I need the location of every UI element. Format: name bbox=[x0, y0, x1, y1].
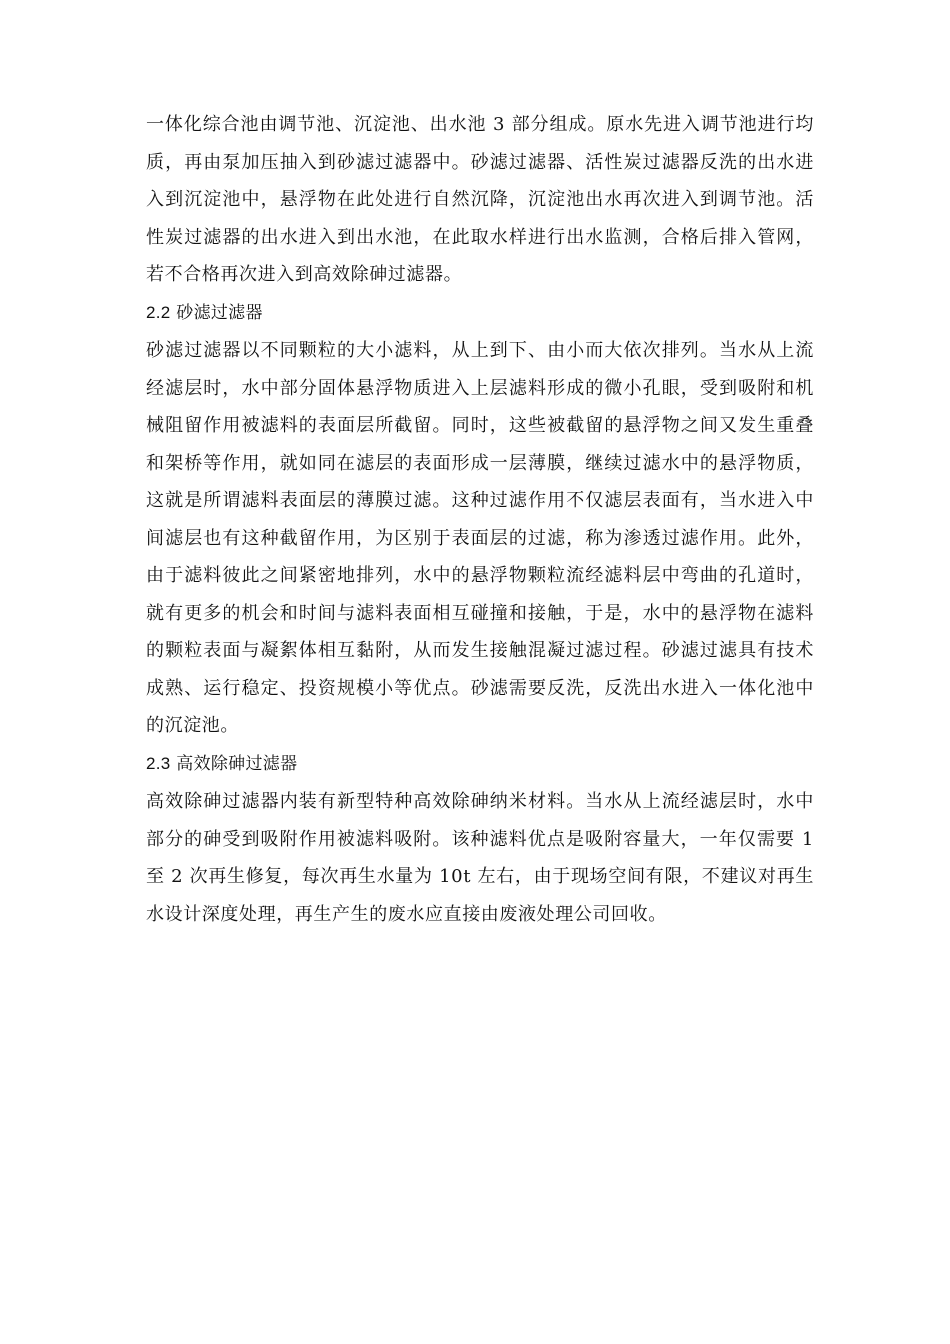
sand-filter-paragraph: 砂滤过滤器以不同颗粒的大小滤料，从上到下、由小而大依次排列。当水从上流经滤层时，水中部分固体悬浮物质进入上层滤料形成的微小孔眼，受到吸附和机械阻留作用被滤料的表面层所截留。同时，这些被截留的悬浮物之间又发生重叠和架桥等作用，就如同在滤层的表面形成一层薄膜，继续过滤水中的悬浮物质，这就是所谓滤料表面层的薄膜过滤。这种过滤作用不仅滤层表面有，当水进入中间滤层也有这种截留作用，为区别于表面层的过滤，称为渗透过滤作用。此外，由于滤料彼此之间紧密地排列，水中的悬浮物颗粒流经滤料层中弯曲的孔道时，就有更多的机会和时间与滤料表面相互碰撞和接触，于是，水中的悬浮物在滤料的颗粒表面与凝絮体相互黏附，从而发生接触混凝过滤过程。砂滤过滤具有技术成熟、运行稳定、投资规模小等优点。砂滤需要反洗，反洗出水进入一体化池中的沉淀池。 bbox=[146, 340, 814, 736]
intro-paragraph: 一体化综合池由调节池、沉淀池、出水池 3 部分组成。原水先进入调节池进行均质，再由泵加压抽入到砂滤过滤器中。砂滤过滤器、活性炭过滤器反洗的出水进入到沉淀池中，悬浮物在此处进行自然沉降，沉淀池出水再次进入到调节池。活性炭过滤器的出水进入到出水池，在此取水样进行出水监测，合格后排入管网，若不合格再次进入到高效除砷过滤器。 bbox=[146, 114, 814, 285]
section-number: 2.3 bbox=[146, 753, 171, 773]
section-title: 砂滤过滤器 bbox=[176, 302, 263, 323]
section-heading-sand-filter bbox=[146, 294, 814, 333]
section-heading-arsenic-filter bbox=[146, 745, 814, 784]
section-title: 高效除砷过滤器 bbox=[176, 753, 298, 774]
section-number: 2.2 bbox=[146, 302, 171, 322]
document-page bbox=[146, 106, 814, 933]
arsenic-filter-paragraph: 高效除砷过滤器内装有新型特种高效除砷纳米材料。当水从上流经滤层时，水中部分的砷受到吸附作用被滤料吸附。该种滤料优点是吸附容量大，一年仅需要 1 至 2 次再生修复，每次再生水量为 10t 左右，由于现场空间有限，不建议对再生水设计深度处理，再生产生的废水应直接由废液处理公司回收。 bbox=[146, 791, 814, 925]
